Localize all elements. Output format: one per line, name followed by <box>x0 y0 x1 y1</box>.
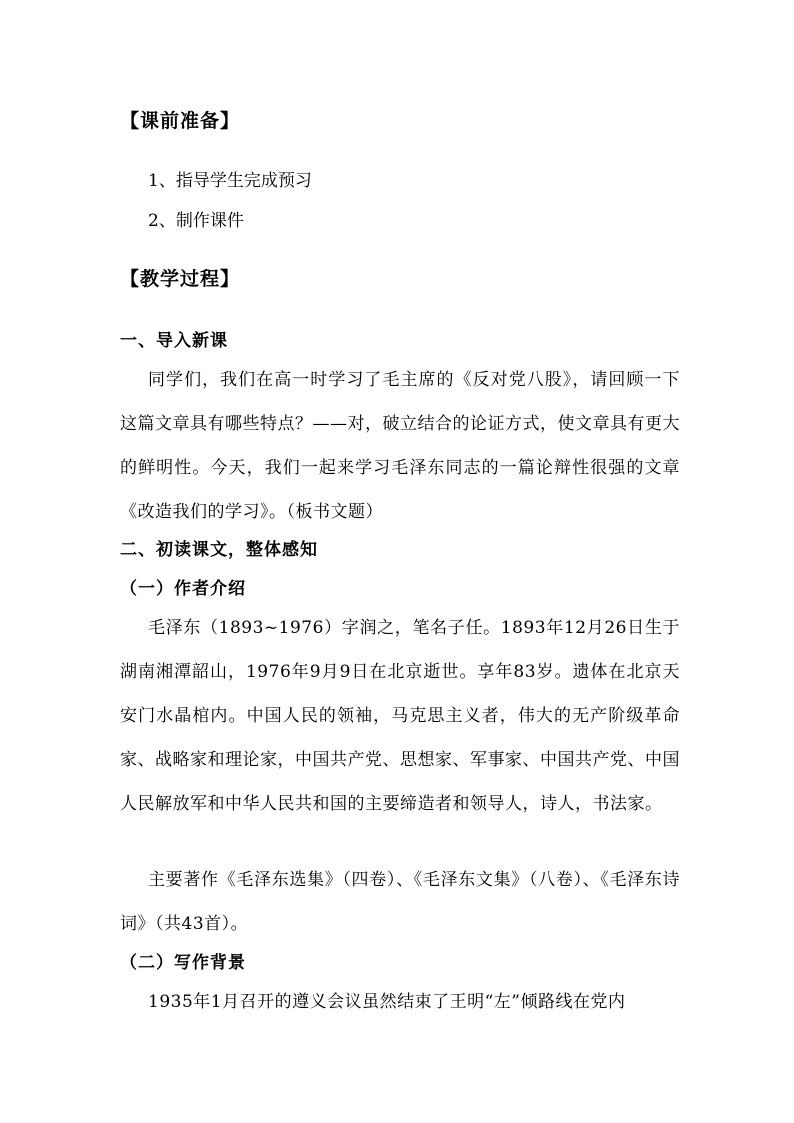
background-heading: （二）写作背景 <box>120 953 246 973</box>
intro-heading: 一、导入新课 <box>120 331 228 351</box>
prep-item-2: 2、制作课件 <box>148 211 244 231</box>
read-heading: 二、初读课文，整体感知 <box>120 540 318 560</box>
prep-heading: 【课前准备】 <box>120 110 241 132</box>
author-paragraph: 毛泽东（1893~1976）字润之，笔名子任。1893年12月26日生于湖南湘潭韶山，1976年9月9日在北京逝世。享年83岁。遗体在北京天安门水晶棺内。中国人民的领袖，马克思主义者，伟大的无产阶级革命家、战略家和理论家，中国共产党、思想家、军事家、中国共产党、中国人民解放军和中华人民共和国的主要缔造者和领导人，诗人，书法家。 <box>120 618 680 814</box>
intro-paragraph: 同学们，我们在高一时学习了毛主席的《反对党八股》，请回顾一下这篇文章具有哪些特点？——对，破立结合的论证方式，使文章具有更大的鲜明性。今天，我们一起来学习毛泽东同志的一篇论辩性很强的文章《改造我们的学习》。（板书文题） <box>120 370 680 522</box>
process-heading: 【教学过程】 <box>120 268 241 290</box>
works-paragraph: 主要著作《毛泽东选集》（四卷）、《毛泽东文集》（八卷）、《毛泽东诗词》（共43首）。 <box>120 870 680 934</box>
background-paragraph: 1935年1月召开的遵义会议虽然结束了王明“左”倾路线在党内 <box>148 992 626 1012</box>
prep-item-1: 1、指导学生完成预习 <box>148 171 312 191</box>
author-heading: （一）作者介绍 <box>120 579 246 599</box>
